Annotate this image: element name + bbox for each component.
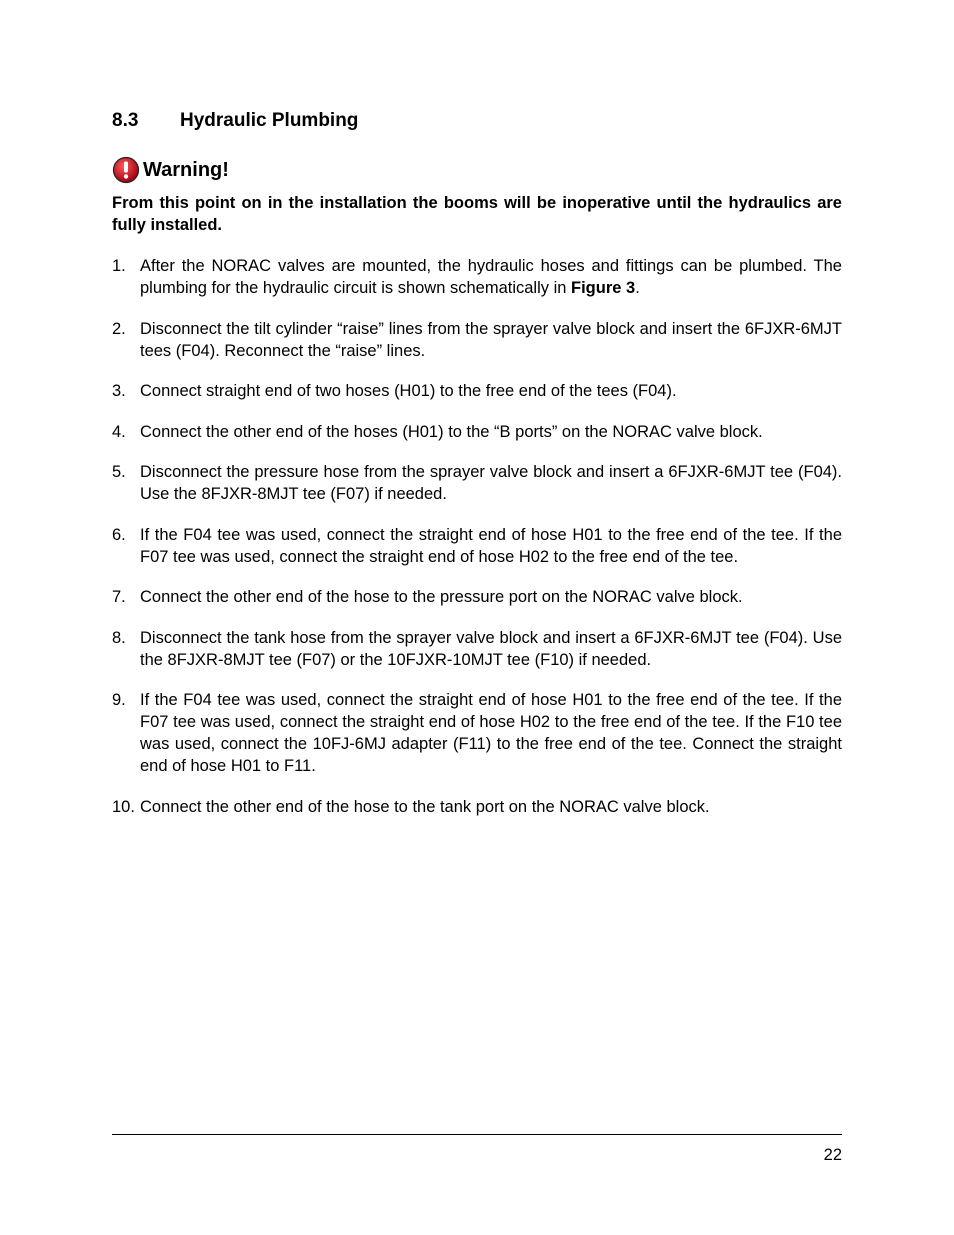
- list-item: 9. If the F04 tee was used, connect the straight end of hose H01 to the free end of the tee. If the F07 tee was used, connect the straight end of hose H02 to the free end of the tee. If the F10 tee was used, connect the 10FJ-6MJ adapter (F11) to the free end of the tee. Connect the straight end of hose H01 to F11.: [112, 691, 842, 775]
- list-item: 10. Connect the other end of the hose to the tank port on the NORAC valve block.: [112, 797, 710, 816]
- list-item: 7. Connect the other end of the hose to the pressure port on the NORAC valve block.: [112, 588, 743, 606]
- section-title: Hydraulic Plumbing: [180, 110, 359, 131]
- list-item: 8. Disconnect the tank hose from the sprayer valve block and insert a 6FJXR-6MJT tee (F04). Use the 8FJXR-8MJT tee (F07) or the 10FJXR-10MJT tee (F10) if needed.: [112, 628, 842, 669]
- warning-title: Warning!: [143, 158, 229, 181]
- list-item: 2. Disconnect the tilt cylinder “raise” lines from the sprayer valve block and insert the 6FJXR-6MJT tees (F04). Reconnect the “raise” lines.: [112, 319, 842, 360]
- exclamation-circle-icon: [112, 156, 140, 184]
- figure-reference: Figure 3: [571, 279, 636, 297]
- list-item: 3. Connect straight end of two hoses (H01) to the free end of the tees (F04).: [112, 382, 677, 400]
- list-item: 6. If the F04 tee was used, connect the straight end of hose H01 to the free end of the tee. If the F07 tee was used, connect the straight end of hose H02 to the free end of the tee.: [112, 525, 842, 566]
- warning-heading: [112, 156, 229, 184]
- section-heading: [112, 110, 358, 132]
- list-item: 4. Connect the other end of the hoses (H01) to the “B ports” on the NORAC valve block.: [112, 422, 763, 441]
- footer-divider: [112, 1134, 842, 1135]
- section-number: 8.3: [112, 110, 139, 131]
- list-item: 5. Disconnect the pressure hose from the sprayer valve block and insert a 6FJXR-6MJT tee (F04). Use the 8FJXR-8MJT tee (F07) if needed.: [112, 463, 842, 503]
- page-number: 22: [823, 1146, 842, 1164]
- list-item: 1. After the NORAC valves are mounted, the hydraulic hoses and fittings can be plumbed. The plumbing for the hydraulic circuit is shown schematically in Figure 3.: [112, 257, 842, 297]
- instruction-list: [112, 255, 842, 836]
- warning-text: From this point on in the installation the booms will be inoperative until the hydraulics are fully installed.: [112, 194, 842, 234]
